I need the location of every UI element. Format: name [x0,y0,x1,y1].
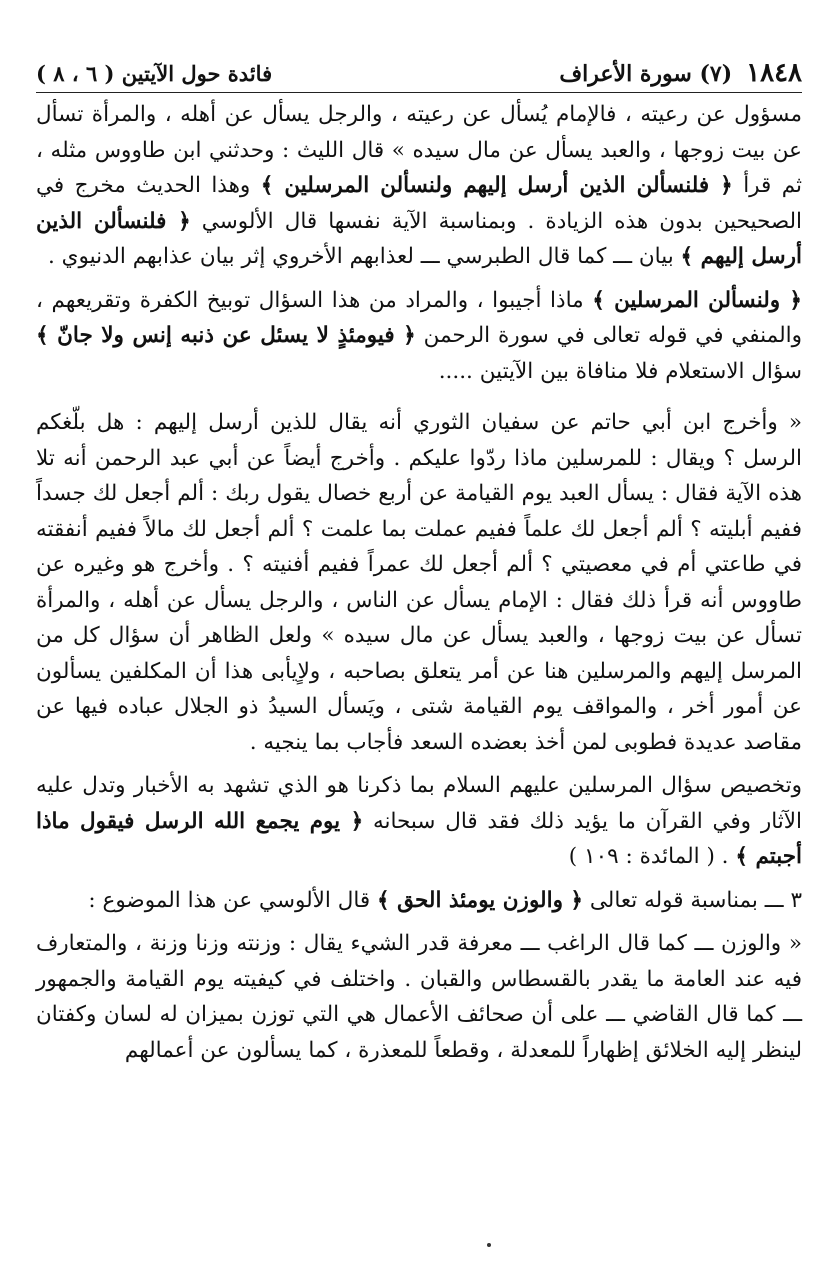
surah-title: (٧) سورة الأعراف [559,61,733,87]
paragraph-6-quote: « والوزن ـــ كما قال الراغب ـــ معرفة قدر الشيء يقال : وزنته وزنا وزنة ، والمتعارف فيه عند العامة ما يقدر بالقسطاس والقبان . واختلف في كيفيته يوم القيامة والجمهور ـــ كما قال القاضي ـــ على أن صحائف الأعمال هي التي توزن بميزان له لسان وكفتان لينظر إليه الخلائق إظهاراً للمعدلة ، وقطعاً للمعذرة ، كما يسألون عن أعمالهم [36,931,802,1063]
quran-verse: ﴿ فلنسألن الذين أرسل إليهم ﴾ [36,208,802,269]
paragraph-1 [36,97,802,275]
quran-verse: ﴿ والوزن يومئذ الحق ﴾ [377,887,584,913]
running-header [36,58,802,93]
header-right [559,58,802,88]
paragraph-2 [36,283,802,390]
quran-verse: ﴿ فلنسألن الذين أرسل إليهم ولنسألن المرسلين ﴾ [260,173,733,198]
paragraph-1-text-c: بيان ـــ كما قال الطبرسي ـــ لعذابهم الأخروي إثر بيان عذابهم الدنيوي . [48,244,681,269]
page-number: ١٨٤٨ [746,58,802,88]
paragraph-4-text-a: وتخصيص سؤال المرسلين عليهم السلام بما ذكرنا هو الذي تشهد به الأخبار وتدل عليه الآثار وفي القرآن ما يؤيد ذلك فقد قال سبحانه [36,773,802,834]
section-topic: فائدة حول الآيتين ( ٦ ، ٨ ) [36,61,273,86]
paragraph-2-text-a: ماذا أجيبوا ، والمراد من هذا السؤال توبيخ الكفرة وتقريعهم ، والمنفي في قوله تعالى في سورة الرحمن [36,287,802,348]
quran-verse: ﴿ ولنسألن المرسلين ﴾ [592,287,802,313]
paragraph-1-text-b: وهذا الحديث مخرج في الصحيحين بدون هذه الزيادة . وبمناسبة الآية نفسها قال الألوسي [36,173,802,234]
paragraph-1-text-a: مسؤول عن رعيته ، فالإمام يُسأل عن رعيته ، والرجل يسأل عن أهله ، والمرأة تسأل عن بيت زوجها ، والعبد يسأل عن مال سيده » قال الليث : وحدثني ابن طاووس مثله ، ثم قرأ [36,102,803,198]
paragraph-4-text-b: . ( المائدة : ١٠٩ ) [568,844,736,869]
footer-dot [487,1243,491,1247]
paragraph-4 [36,768,802,875]
paragraph-5-point-3 [36,883,802,919]
paragraph-3-quote: « وأخرج ابن أبي حاتم عن سفيان الثوري أنه يقال للذين أرسل إليهم : هل بلّغكم الرسل ؟ ويقال : للمرسلين ماذا ردّوا عليكم . وأخرج أيضاً عن أبي عبد الرحمن أنه تلا هذه الآية فقال : يسأل العبد يوم القيامة عن أربع خصال يقول ربك : ألم أجعل لك جسداً ففيم أبليته ؟ ألم أجعل لك علماً ففيم عملت بما علمت ؟ ألم أجعل لك مالاً ففيم أنفقته في طاعتي أم في معصيتي ؟ ألم أجعل لك عمراً ففيم أفنيته ؟ . وأخرج هو وغيره عن طاووس أنه قرأ ذلك فقال : الإمام يسأل عن الناس ، والرجل يسأل عن أهله ، والمرأة تسأل عن بيت زوجها ، والعبد يسأل عن مال سيده » ولعل الظاهر أن سؤال كل من المرسل إليهم والمرسلين هنا عن أمر يتعلق بصاحبه ، ولاٍيأبى هذا أن المكلفين يسألون عن أمور أخر ، والمواقف يوم القيامة شتى ، ويَسأل السيدُ ذو الجلال عباده فيها عن مقاصد عديدة فطوبى لمن أخذ بعضده السعد فأجاب بما ينجيه . [36,410,802,755]
paragraph-5-text-b: قال الألوسي عن هذا الموضوع : [88,887,377,913]
paragraph-2-text-b: سؤال الاستعلام فلا منافاة بين الآيتين ..... [438,358,802,384]
quran-verse: ﴿ يوم يجمع الله الرسل فيقول ماذا أجبتم ﴾ [36,808,802,869]
paragraph-5-text-a: ٣ ـــ بمناسبة قوله تعالى [583,887,802,913]
quran-verse: ﴿ فيومئذٍ لا يسئل عن ذنبه إنس ولا جانّ ﴾ [36,323,416,348]
